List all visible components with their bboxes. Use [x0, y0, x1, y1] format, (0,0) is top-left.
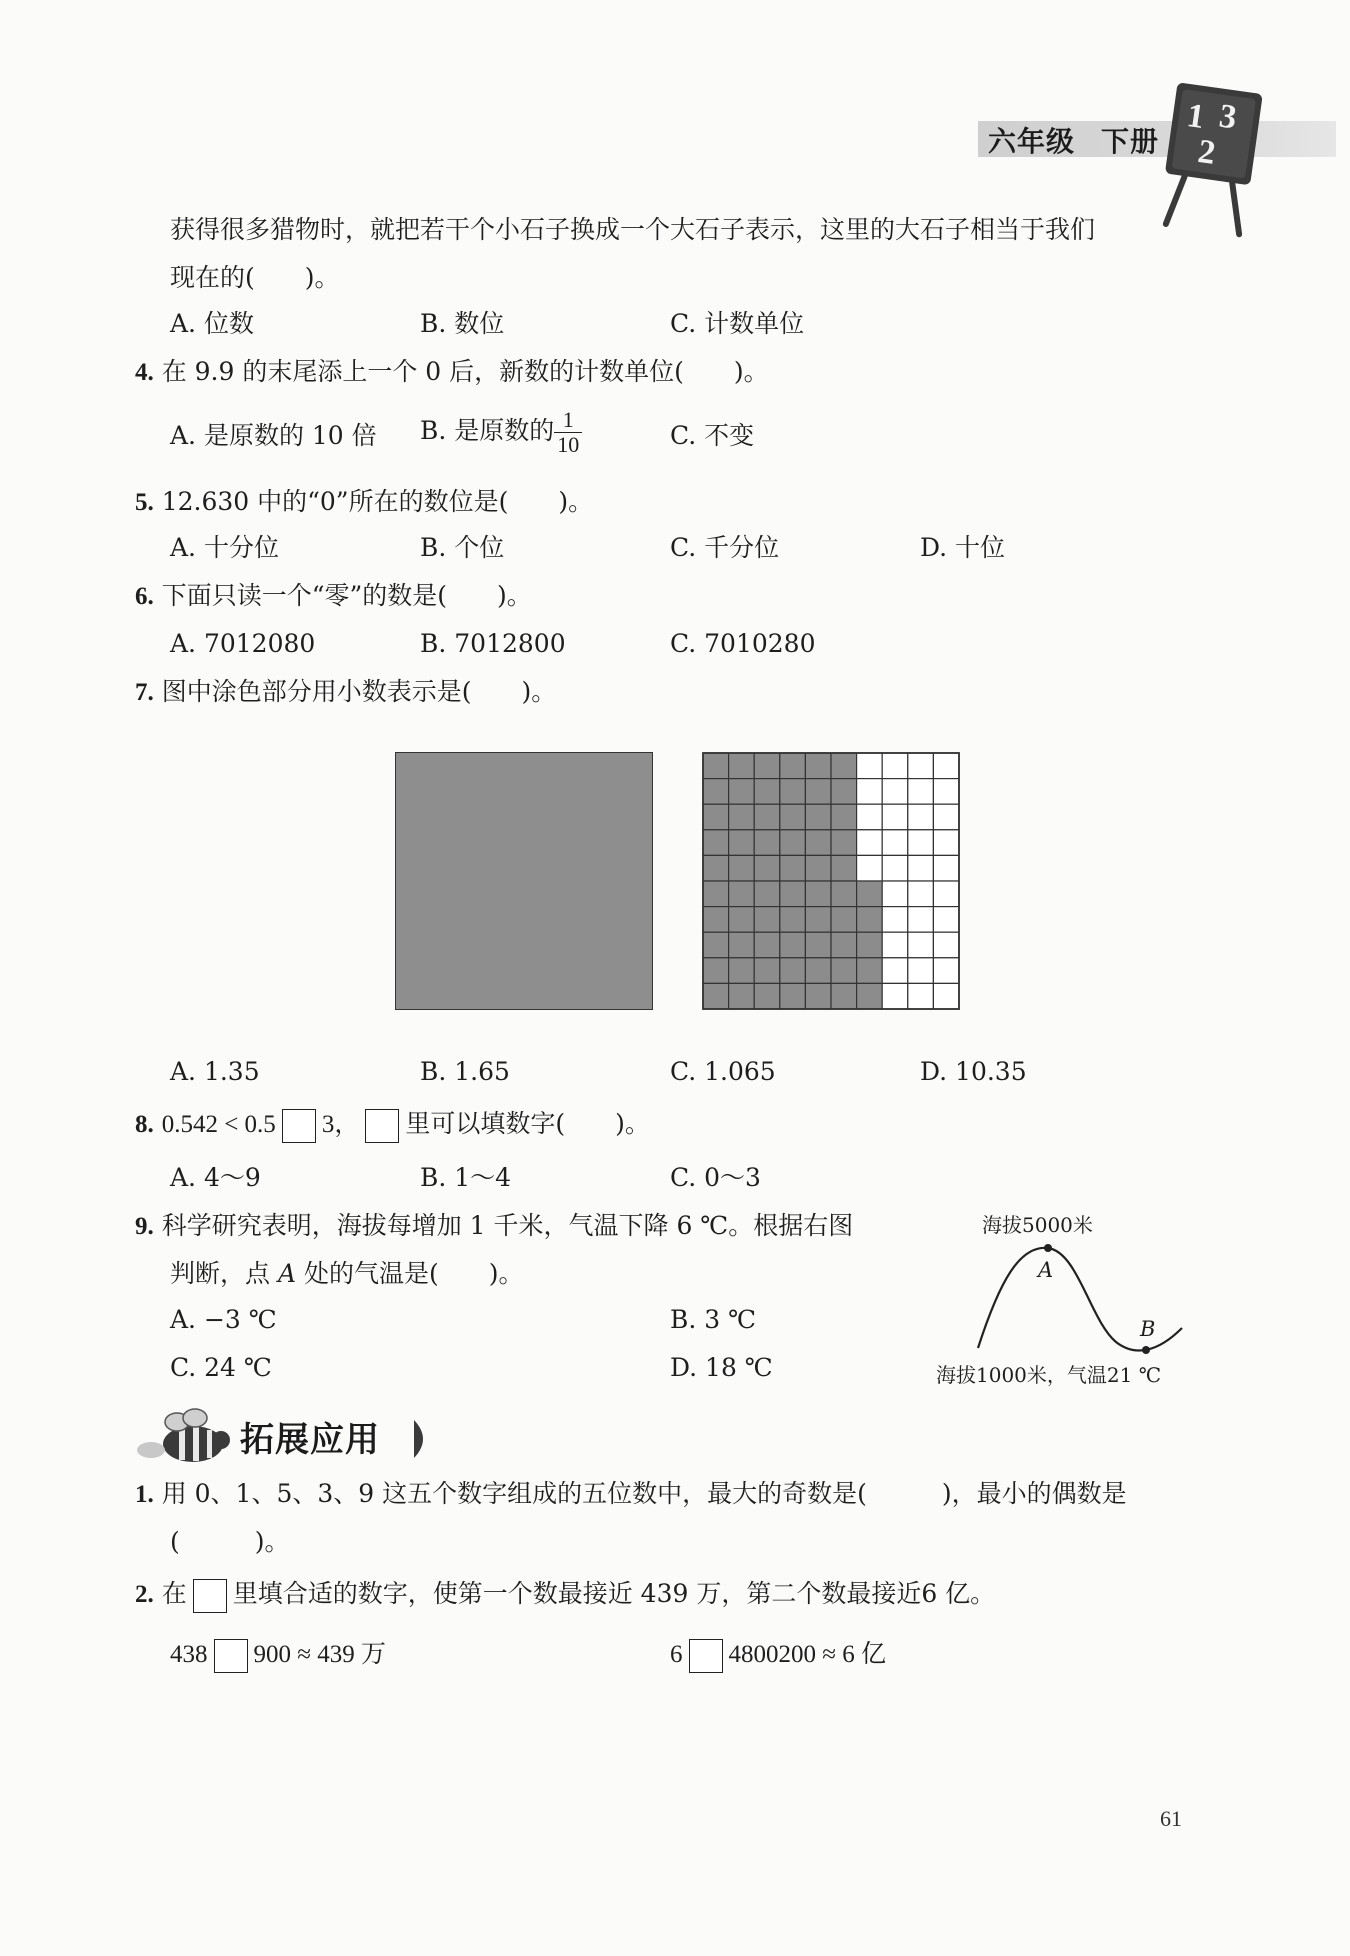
grid-cell: [882, 932, 908, 958]
q3-option-a: A. 位数: [170, 309, 254, 338]
e2-left-blank-box[interactable]: [214, 1639, 248, 1673]
grid-cell-shaded: [703, 983, 729, 1009]
grid-cell: [882, 779, 908, 805]
badge-digit-3: 3: [1216, 97, 1239, 137]
grid-cell: [908, 932, 934, 958]
grid-cell: [908, 804, 934, 830]
grid-cell: [857, 804, 883, 830]
grid-cell: [908, 753, 934, 779]
q8-blank-box[interactable]: [282, 1109, 316, 1143]
q9-option-c: C. 24 ℃: [170, 1353, 272, 1382]
q4-text: 在 9.9 的末尾添上一个 0 后，新数的计数单位( )。: [161, 357, 769, 386]
grid-cell-shaded: [703, 804, 729, 830]
badge-digit-2: 2: [1195, 132, 1218, 172]
grid-cell-shaded: [729, 779, 755, 805]
q9-option-a: A. −3 ℃: [170, 1305, 277, 1334]
grid-cell-shaded: [703, 779, 729, 805]
grid-cell: [882, 907, 908, 933]
q7-option-a: A. 1.35: [170, 1057, 260, 1086]
q9-bottom-label: 海拔1000米，气温21 ℃: [936, 1363, 1162, 1387]
q7-full-square: [395, 752, 653, 1010]
grid-cell-shaded: [754, 779, 780, 805]
q7-number: 7.: [135, 679, 154, 706]
grid-cell: [857, 779, 883, 805]
grid-cell-shaded: [831, 958, 857, 984]
q8-text: 里可以填数字( )。: [405, 1109, 650, 1138]
q5-option-a: A. 十分位: [170, 533, 279, 562]
q5-option-c: C. 千分位: [670, 533, 780, 562]
q9-point-var: A: [277, 1259, 297, 1288]
grid-cell-shaded: [729, 907, 755, 933]
grid-cell-shaded: [729, 881, 755, 907]
page-number: 61: [1160, 1806, 1182, 1831]
q8-inequality-left: 0.542 < 0.5: [161, 1111, 276, 1138]
grid-cell-shaded: [857, 983, 883, 1009]
grid-cell-shaded: [729, 753, 755, 779]
grid-cell: [857, 830, 883, 856]
grid-cell-shaded: [780, 907, 806, 933]
grid-cell-shaded: [703, 881, 729, 907]
e2-right-a: 6: [670, 1641, 683, 1668]
q8-blank-box-ref: [365, 1109, 399, 1143]
grid-cell: [882, 855, 908, 881]
grid-cell: [933, 753, 959, 779]
q9-line2: [170, 1258, 523, 1290]
grid-cell-shaded: [703, 958, 729, 984]
e1-line2: ( )。: [170, 1527, 290, 1556]
chalkboard-badge-icon: [1160, 80, 1270, 245]
grid-cell-shaded: [754, 753, 780, 779]
grid-cell: [933, 855, 959, 881]
fraction-denominator: 10: [557, 432, 580, 457]
e2-text-post: 里填合适的数字，使第一个数最接近 439 万，第二个数最接近6 亿。: [232, 1579, 996, 1608]
grid-cell-shaded: [780, 855, 806, 881]
grid-cell-shaded: [805, 958, 831, 984]
grid-cell-shaded: [703, 855, 729, 881]
grid-cell-shaded: [857, 932, 883, 958]
grid-cell-shaded: [805, 804, 831, 830]
grid-cell-shaded: [729, 983, 755, 1009]
grid-cell-shaded: [729, 804, 755, 830]
q8-inequality-right: 3，: [321, 1111, 360, 1138]
grid-cell-shaded: [780, 779, 806, 805]
grid-cell: [933, 779, 959, 805]
q9-altitude-diagram: [930, 1200, 1190, 1390]
grid-cell-shaded: [805, 855, 831, 881]
grid-cell-shaded: [780, 932, 806, 958]
q6-option-c: C. 7010280: [670, 629, 816, 658]
grid-cell-shaded: [780, 983, 806, 1009]
q7-hundred-grid: [702, 752, 962, 1012]
grid-cell: [933, 881, 959, 907]
grid-cell-shaded: [754, 958, 780, 984]
grid-cell: [857, 855, 883, 881]
q9-text-pre: 判断，点: [170, 1259, 278, 1288]
e2-right-b: 4800200 ≈ 6 亿: [728, 1641, 886, 1668]
q7-text: 图中涂色部分用小数表示是( )。: [161, 677, 557, 706]
grid-cell: [882, 830, 908, 856]
e2-text-pre: 在: [161, 1579, 187, 1608]
q9-option-d: D. 18 ℃: [670, 1353, 773, 1382]
header-volume: 下册: [1101, 125, 1160, 158]
grid-cell-shaded: [805, 830, 831, 856]
e2-stem: [135, 1578, 995, 1613]
q8-option-a: A. 4～9: [170, 1163, 261, 1192]
grid-cell: [908, 958, 934, 984]
q5-stem: [135, 486, 593, 519]
grid-cell-shaded: [831, 855, 857, 881]
q8-option-b: B. 1～4: [420, 1163, 512, 1192]
section-title: 拓展应用: [240, 1420, 380, 1460]
grid-cell-shaded: [729, 958, 755, 984]
e1-text-line1: 用 0、1、5、3、9 这五个数字组成的五位数中，最大的奇数是( )，最小的偶数是: [161, 1479, 1127, 1508]
q7-option-d: D. 10.35: [920, 1057, 1027, 1086]
header-grade: 六年级: [988, 125, 1076, 158]
grid-cell-shaded: [780, 753, 806, 779]
grid-cell: [933, 907, 959, 933]
grid-cell-shaded: [703, 932, 729, 958]
q8-stem: [135, 1108, 650, 1143]
grid-cell-shaded: [805, 753, 831, 779]
grid-cell-shaded: [703, 830, 729, 856]
q9-number: 9.: [135, 1213, 154, 1240]
fraction-numerator: 1: [554, 408, 582, 433]
grid-cell-shaded: [754, 881, 780, 907]
q9-text-post: 处的气温是( )。: [296, 1259, 524, 1288]
grid-cell-shaded: [780, 830, 806, 856]
q3-line2: 现在的( )。: [170, 263, 340, 292]
section-end-cap-icon: [412, 1418, 434, 1460]
grid-cell-shaded: [805, 932, 831, 958]
grid-cell-shaded: [831, 881, 857, 907]
q6-option-a: A. 7012080: [170, 629, 316, 658]
q5-option-d: D. 十位: [920, 533, 1006, 562]
e2-box-ref: [193, 1579, 227, 1613]
grid-cell: [933, 932, 959, 958]
e2-number: 2.: [135, 1581, 154, 1608]
grid-cell-shaded: [831, 983, 857, 1009]
grid-cell-shaded: [831, 753, 857, 779]
grid-cell: [908, 855, 934, 881]
q4-option-a: A. 是原数的 10 倍: [170, 421, 377, 450]
q9-top-label: 海拔5000米: [982, 1213, 1093, 1237]
grid-cell-shaded: [729, 932, 755, 958]
grid-cell: [933, 958, 959, 984]
q4-option-b: [420, 408, 582, 457]
grid-cell-shaded: [831, 932, 857, 958]
grid-cell: [908, 881, 934, 907]
q4-number: 4.: [135, 359, 154, 386]
q7-option-b: B. 1.65: [420, 1057, 510, 1086]
q5-text: 12.630 中的“0”所在的数位是( )。: [161, 487, 594, 516]
q9-text-line1: 科学研究表明，海拔每增加 1 千米，气温下降 6 ℃。根据右图: [161, 1211, 854, 1240]
q8-number: 8.: [135, 1111, 154, 1138]
grid-cell-shaded: [754, 907, 780, 933]
q7-option-c: C. 1.065: [670, 1057, 776, 1086]
grid-cell-shaded: [754, 830, 780, 856]
bee-icon: [135, 1408, 235, 1468]
grid-cell-shaded: [831, 830, 857, 856]
e2-left-a: 438: [170, 1641, 208, 1668]
grid-cell-shaded: [831, 804, 857, 830]
grid-cell: [882, 881, 908, 907]
e1-line1: [135, 1478, 1127, 1511]
header-title: [988, 120, 1159, 160]
q6-number: 6.: [135, 583, 154, 610]
grid-cell-shaded: [780, 881, 806, 907]
q6-option-b: B. 7012800: [420, 629, 566, 658]
grid-cell-shaded: [857, 907, 883, 933]
grid-cell-shaded: [831, 779, 857, 805]
grid-cell: [933, 804, 959, 830]
grid-cell-shaded: [831, 907, 857, 933]
badge-digit-1: 1: [1184, 97, 1207, 137]
grid-cell-shaded: [703, 753, 729, 779]
grid-cell: [908, 830, 934, 856]
grid-cell: [908, 907, 934, 933]
e1-number: 1.: [135, 1481, 154, 1508]
grid-cell: [908, 779, 934, 805]
q4-stem: [135, 356, 769, 389]
q9-point-a-label: A: [1038, 1258, 1054, 1282]
q3-option-b: B. 数位: [420, 309, 505, 338]
q5-number: 5.: [135, 489, 154, 516]
e2-left-b: 900 ≈ 439 万: [253, 1641, 386, 1668]
q6-stem: [135, 580, 532, 613]
grid-cell-shaded: [780, 804, 806, 830]
grid-cell-shaded: [729, 830, 755, 856]
grid-cell-shaded: [754, 932, 780, 958]
grid-cell-shaded: [703, 907, 729, 933]
e2-right-expression: [670, 1638, 886, 1673]
grid-cell-shaded: [780, 958, 806, 984]
q6-text: 下面只读一个“零”的数是( )。: [161, 581, 532, 610]
grid-cell: [882, 753, 908, 779]
grid-cell: [882, 983, 908, 1009]
q9-line1: [135, 1210, 853, 1243]
q4-option-b-text: B. 是原数的: [420, 416, 555, 445]
grid-cell-shaded: [754, 804, 780, 830]
fraction-one-tenth: [554, 408, 582, 457]
q9-point-b-label: B: [1140, 1317, 1156, 1341]
e2-left-expression: [170, 1638, 386, 1673]
q3-line1: 获得很多猎物时，就把若干个小石子换成一个大石子表示，这里的大石子相当于我们: [170, 215, 1096, 244]
grid-cell-shaded: [754, 855, 780, 881]
grid-cell: [933, 830, 959, 856]
grid-cell-shaded: [805, 907, 831, 933]
grid-cell-shaded: [805, 779, 831, 805]
grid-cell-shaded: [857, 881, 883, 907]
q9-option-b: B. 3 ℃: [670, 1305, 757, 1334]
grid-cell: [882, 958, 908, 984]
grid-cell-shaded: [805, 881, 831, 907]
q3-option-c: C. 计数单位: [670, 309, 805, 338]
grid-cell: [908, 983, 934, 1009]
q8-option-c: C. 0～3: [670, 1163, 761, 1192]
grid-cell: [882, 804, 908, 830]
grid-cell: [933, 983, 959, 1009]
grid-cell-shaded: [857, 958, 883, 984]
q4-option-c: C. 不变: [670, 421, 755, 450]
q7-stem: [135, 676, 556, 709]
grid-cell-shaded: [805, 983, 831, 1009]
grid-cell-shaded: [754, 983, 780, 1009]
grid-cell: [857, 753, 883, 779]
e2-right-blank-box[interactable]: [689, 1639, 723, 1673]
grid-cell-shaded: [729, 855, 755, 881]
q5-option-b: B. 个位: [420, 533, 505, 562]
